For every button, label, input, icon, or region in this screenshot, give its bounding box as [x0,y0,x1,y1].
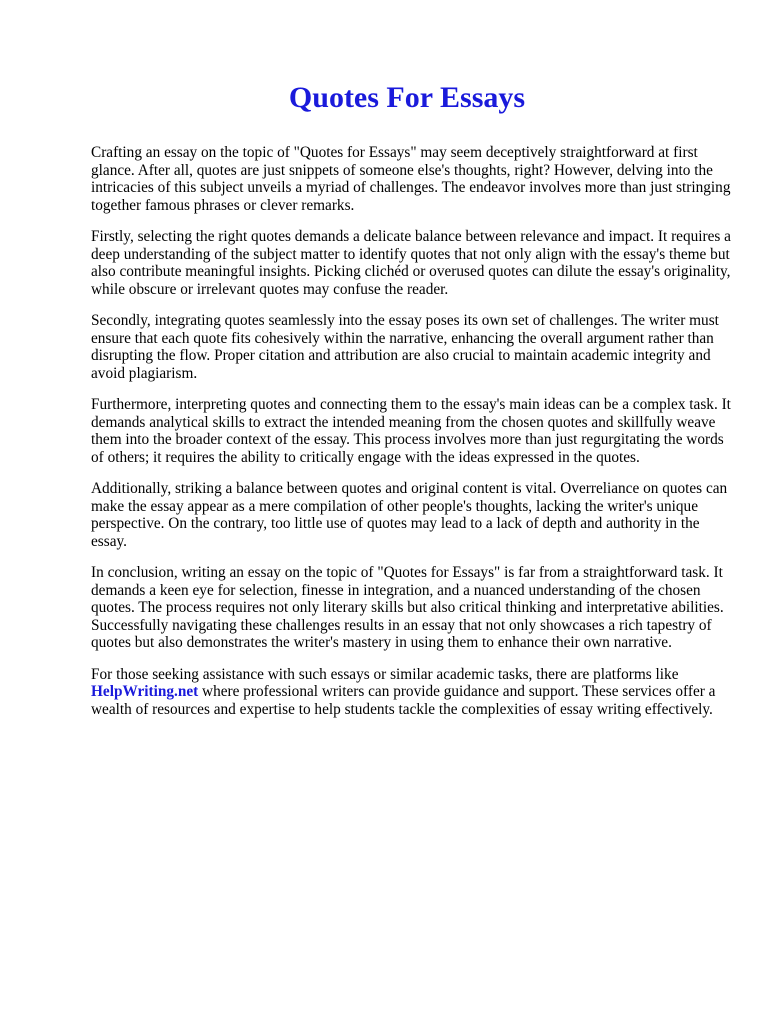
paragraph-conclusion: In conclusion, writing an essay on the topic of "Quotes for Essays" is far from a straightforward task. It demands a keen eye for selection, finesse in integration, and a nuanced understanding of the chosen quotes. The process requires not only literary skills but also critical thinking and interpretative abilities. Successfully navigating these challenges results in an essay that not only showcases a rich tapestry of quotes but also demonstrates the writer's mastery in using them to enhance their own narrative. [91,564,724,651]
assistance-text-before-link: For those seeking assistance with such essays or similar academic tasks, there are platforms like [91,665,679,683]
paragraph-furthermore: Furthermore, interpreting quotes and connecting them to the essay's main ideas can be a complex task. It demands analytical skills to extract the intended meaning from the chosen quotes and skillfully weave them into the broader context of the essay. This process involves more than just regurgitating the words of others; it requires the ability to critically engage with the ideas expressed in the quotes. [91,396,731,466]
page-title: Quotes For Essays [288,81,526,114]
paragraph-firstly: Firstly, selecting the right quotes demands a delicate balance between relevance and impact. It requires a deep understanding of the subject matter to identify quotes that not only align with the essay's theme but also contribute meaningful insights. Picking clichéd or overused quotes can dilute the essay's originality, while obscure or irrelevant quotes may confuse the reader. [91,228,731,298]
document-body [91,144,731,732]
helpwriting-link[interactable]: HelpWriting.net [91,683,199,700]
paragraph-additionally: Additionally, striking a balance between quotes and original content is vital. Overreliance on quotes can make the essay appear as a mere compilation of other people's thoughts, lacking the writer's unique perspective. On the contrary, too little use of quotes may lead to a lack of depth and authority in the essay. [91,480,728,550]
paragraph-secondly: Secondly, integrating quotes seamlessly into the essay poses its own set of challenges. The writer must ensure that each quote fits cohesively within the narrative, enhancing the overall argument rather than disrupting the flow. Proper citation and attribution are also crucial to maintain academic integrity and avoid plagiarism. [91,312,719,382]
paragraph-intro: Crafting an essay on the topic of "Quotes for Essays" may seem deceptively straightforward at first glance. After all, quotes are just snippets of someone else's thoughts, right? However, delving into the intricacies of this subject unveils a myriad of challenges. The endeavor involves more than just stringing together famous phrases or clever remarks. [91,144,731,214]
assistance-text-after-link: where professional writers can provide guidance and support. These services offer a wealth of resources and expertise to help students tackle the complexities of essay writing effectively. [91,683,716,718]
paragraph-assistance [91,666,731,719]
